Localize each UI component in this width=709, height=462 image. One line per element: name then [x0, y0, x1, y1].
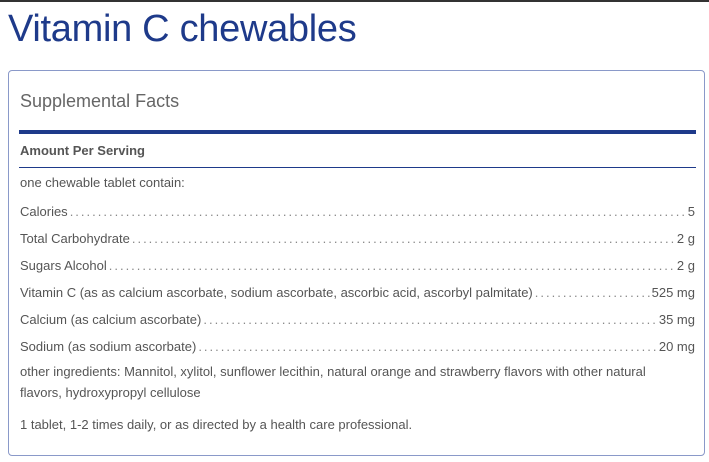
directions-text: 1 tablet, 1-2 times daily, or as directed by a health care professional.: [20, 417, 413, 432]
dot-leader: [535, 285, 650, 300]
nutrient-name: Calcium (as calcium ascorbate): [20, 312, 202, 327]
nutrient-row: [20, 258, 695, 285]
heading-divider: [19, 130, 696, 134]
dot-leader: [70, 204, 686, 219]
nutrient-amount: 20 mg: [658, 339, 695, 354]
nutrient-name: Calories: [20, 204, 68, 219]
amount-divider: [19, 167, 696, 168]
page-title: Vitamin C chewables: [8, 8, 357, 50]
dot-leader: [109, 258, 675, 273]
nutrient-row: [20, 285, 695, 312]
facts-heading: Supplemental Facts: [20, 91, 180, 111]
nutrient-row: [20, 312, 695, 339]
nutrient-amount: 5: [687, 204, 695, 219]
top-divider: [0, 0, 709, 2]
other-ingredients-text: other ingredients: Mannitol, xylitol, sunflower lecithin, natural orange and strawberry flavors with other natural flavors, hydroxypropyl cellulose: [20, 364, 646, 400]
nutrient-name: Sugars Alcohol: [20, 258, 107, 273]
nutrient-row: [20, 231, 695, 258]
nutrient-amount: 2 g: [676, 231, 695, 246]
amount-per-serving-label: Amount Per Serving: [20, 143, 145, 158]
nutrient-name: Total Carbohydrate: [20, 231, 130, 246]
nutrient-list: [20, 204, 695, 366]
nutrient-row: [20, 204, 695, 231]
nutrient-name: Vitamin C (as as calcium ascorbate, sodium ascorbate, ascorbic acid, ascorbyl palmitate): [20, 285, 533, 300]
dot-leader: [132, 231, 675, 246]
nutrient-name: Sodium (as sodium ascorbate): [20, 339, 197, 354]
serving-size-text: one chewable tablet contain:: [20, 175, 185, 190]
dot-leader: [203, 312, 657, 327]
nutrient-amount: 2 g: [676, 258, 695, 273]
dot-leader: [198, 339, 657, 354]
nutrient-amount: 525 mg: [651, 285, 695, 300]
supplement-facts-panel: [8, 70, 705, 456]
nutrient-amount: 35 mg: [658, 312, 695, 327]
